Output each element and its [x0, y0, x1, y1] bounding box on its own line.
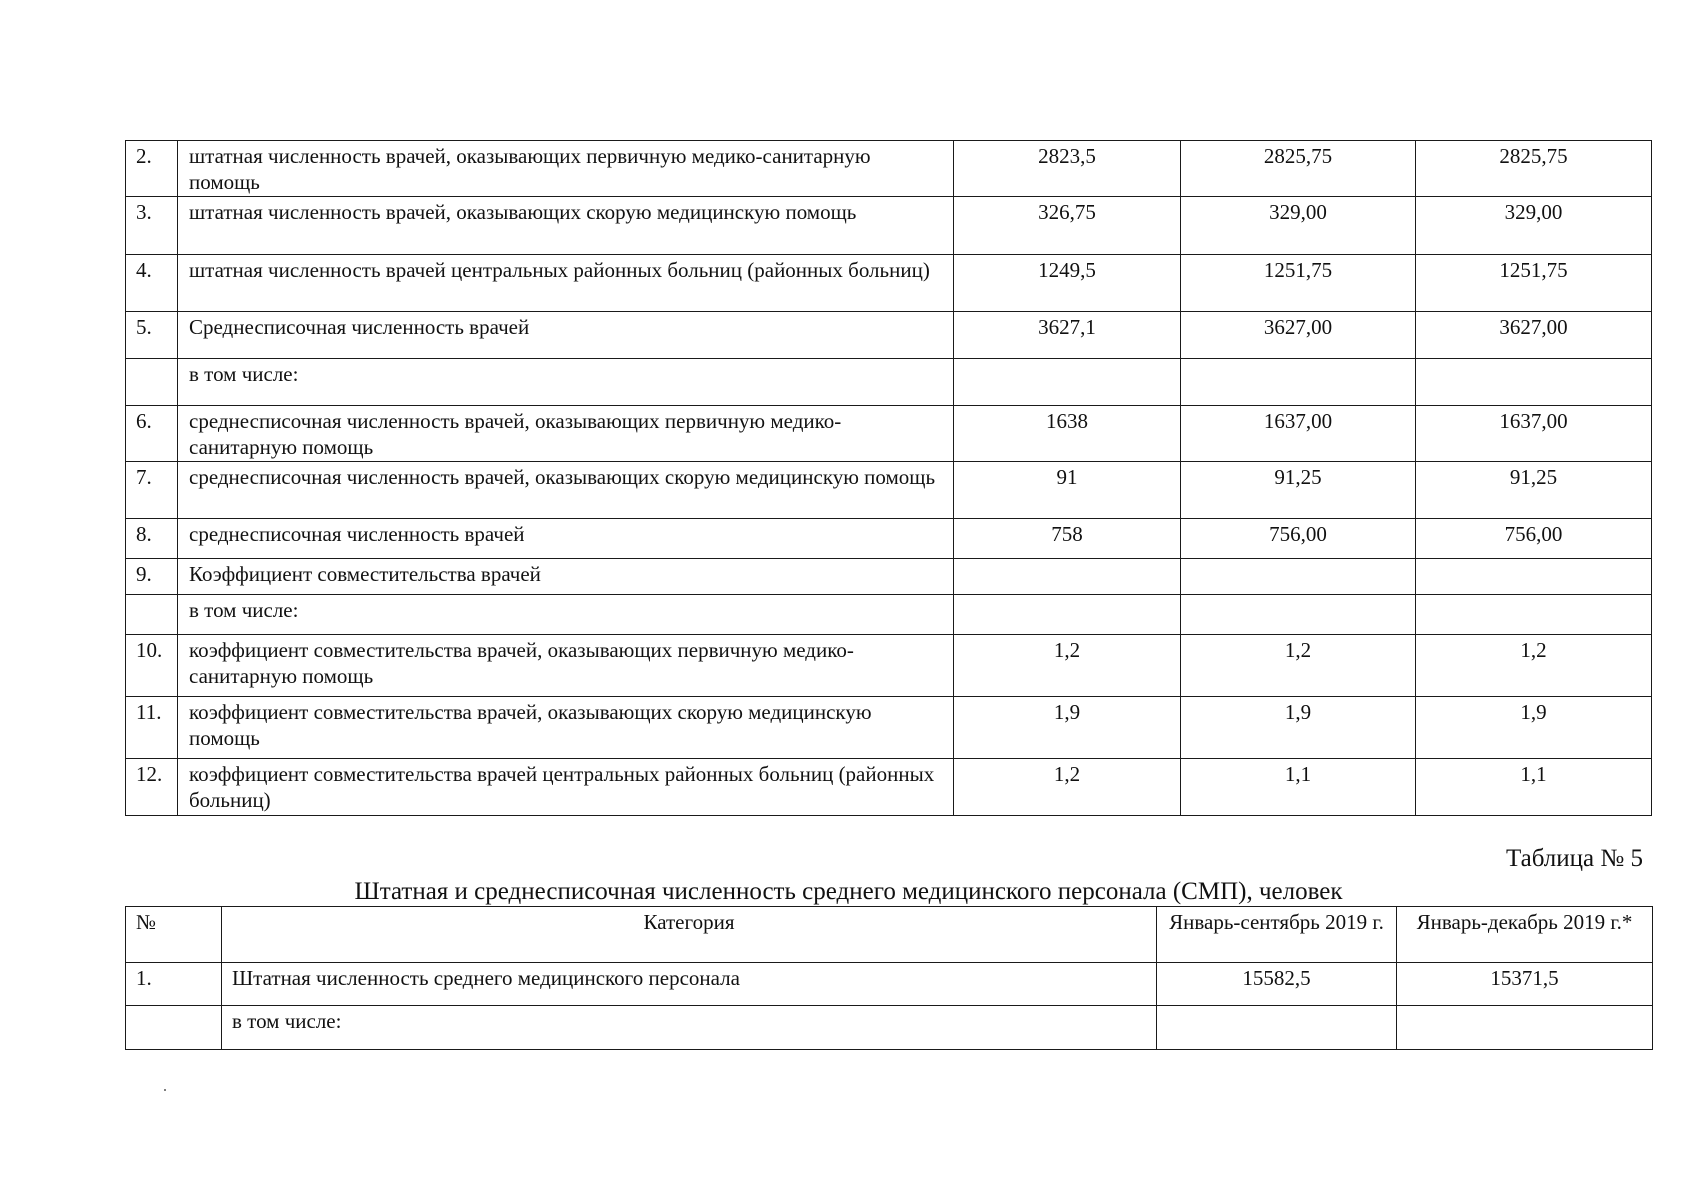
scan-speck — [164, 1089, 166, 1091]
row-number — [126, 1006, 222, 1050]
column-header-jan-dec: Январь-декабрь 2019 г.* — [1397, 907, 1653, 963]
cell-value — [954, 559, 1181, 595]
row-number — [126, 595, 178, 635]
row-label: штатная численность врачей, оказывающих первичную медико-санитарную помощь — [178, 141, 954, 197]
cell-value — [1157, 1006, 1397, 1050]
cell-value: 2825,75 — [1416, 141, 1652, 197]
cell-value: 91,25 — [1416, 462, 1652, 519]
table-row — [126, 406, 1652, 462]
cell-value: 1,9 — [1181, 697, 1416, 759]
row-label: среднесписочная численность врачей, оказывающих первичную медико-санитарную помощь — [178, 406, 954, 462]
row-label: Среднесписочная численность врачей — [178, 312, 954, 359]
cell-value — [1181, 559, 1416, 595]
cell-value: 329,00 — [1181, 197, 1416, 255]
doctors-staffing-table — [125, 140, 1652, 816]
cell-value: 1638 — [954, 406, 1181, 462]
cell-value: 2825,75 — [1181, 141, 1416, 197]
row-label: Коэффициент совместительства врачей — [178, 559, 954, 595]
cell-value: 1249,5 — [954, 255, 1181, 312]
cell-value — [954, 359, 1181, 406]
cell-value — [1416, 595, 1652, 635]
row-number: 12. — [126, 759, 178, 816]
row-label: среднесписочная численность врачей — [178, 519, 954, 559]
row-number: 1. — [126, 963, 222, 1006]
row-number: 4. — [126, 255, 178, 312]
cell-value: 3627,00 — [1181, 312, 1416, 359]
row-label: в том числе: — [178, 359, 954, 406]
cell-value: 1251,75 — [1416, 255, 1652, 312]
table-row — [126, 963, 1653, 1006]
table-row — [126, 759, 1652, 816]
cell-value: 1,1 — [1181, 759, 1416, 816]
row-number: 5. — [126, 312, 178, 359]
table-row — [126, 1006, 1653, 1050]
row-label: в том числе: — [178, 595, 954, 635]
cell-value: 1,2 — [954, 759, 1181, 816]
cell-value — [1416, 559, 1652, 595]
row-label: в том числе: — [222, 1006, 1157, 1050]
cell-value: 758 — [954, 519, 1181, 559]
row-label: штатная численность врачей, оказывающих скорую медицинскую помощь — [178, 197, 954, 255]
table-row — [126, 255, 1652, 312]
row-number: 10. — [126, 635, 178, 697]
cell-value: 1637,00 — [1181, 406, 1416, 462]
cell-value: 91,25 — [1181, 462, 1416, 519]
table-header-row — [126, 907, 1653, 963]
row-number: 8. — [126, 519, 178, 559]
table-row — [126, 519, 1652, 559]
cell-value — [954, 595, 1181, 635]
cell-value: 15582,5 — [1157, 963, 1397, 1006]
table-row — [126, 635, 1652, 697]
table-row — [126, 197, 1652, 255]
table-title: Штатная и среднесписочная численность среднего медицинского персонала (СМП), человек — [354, 878, 1343, 905]
table-number-label: Таблица № 5 — [1505, 845, 1643, 872]
row-number: 2. — [126, 141, 178, 197]
row-number: 9. — [126, 559, 178, 595]
row-label: среднесписочная численность врачей, оказывающих скорую медицинскую помощь — [178, 462, 954, 519]
nursing-staff-table — [125, 906, 1653, 1050]
cell-value: 2823,5 — [954, 141, 1181, 197]
row-number: 3. — [126, 197, 178, 255]
cell-value: 1251,75 — [1181, 255, 1416, 312]
row-number — [126, 359, 178, 406]
row-label: коэффициент совместительства врачей центральных районных больниц (районных больниц) — [178, 759, 954, 816]
table-row — [126, 697, 1652, 759]
cell-value — [1181, 595, 1416, 635]
cell-value: 15371,5 — [1397, 963, 1653, 1006]
cell-value: 326,75 — [954, 197, 1181, 255]
cell-value: 3627,00 — [1416, 312, 1652, 359]
cell-value: 1637,00 — [1416, 406, 1652, 462]
cell-value: 329,00 — [1416, 197, 1652, 255]
table-row — [126, 595, 1652, 635]
row-number: 7. — [126, 462, 178, 519]
row-label: штатная численность врачей центральных районных больниц (районных больниц) — [178, 255, 954, 312]
column-header-jan-sep: Январь-сентябрь 2019 г. — [1157, 907, 1397, 963]
row-label: коэффициент совместительства врачей, оказывающих скорую медицинскую помощь — [178, 697, 954, 759]
cell-value: 1,2 — [1416, 635, 1652, 697]
cell-value: 756,00 — [1416, 519, 1652, 559]
row-number: 11. — [126, 697, 178, 759]
cell-value: 1,9 — [1416, 697, 1652, 759]
table-row — [126, 462, 1652, 519]
cell-value: 1,2 — [954, 635, 1181, 697]
cell-value: 1,2 — [1181, 635, 1416, 697]
table-row — [126, 312, 1652, 359]
table-row — [126, 559, 1652, 595]
cell-value: 1,1 — [1416, 759, 1652, 816]
table-row — [126, 359, 1652, 406]
cell-value — [1397, 1006, 1653, 1050]
cell-value: 3627,1 — [954, 312, 1181, 359]
row-number: 6. — [126, 406, 178, 462]
cell-value: 91 — [954, 462, 1181, 519]
column-header-number: № — [126, 907, 222, 963]
cell-value: 756,00 — [1181, 519, 1416, 559]
cell-value — [1181, 359, 1416, 406]
column-header-category: Категория — [222, 907, 1157, 963]
row-label: Штатная численность среднего медицинского персонала — [222, 963, 1157, 1006]
cell-value — [1416, 359, 1652, 406]
cell-value: 1,9 — [954, 697, 1181, 759]
row-label: коэффициент совместительства врачей, оказывающих первичную медико-санитарную помощь — [178, 635, 954, 697]
table-row — [126, 141, 1652, 197]
